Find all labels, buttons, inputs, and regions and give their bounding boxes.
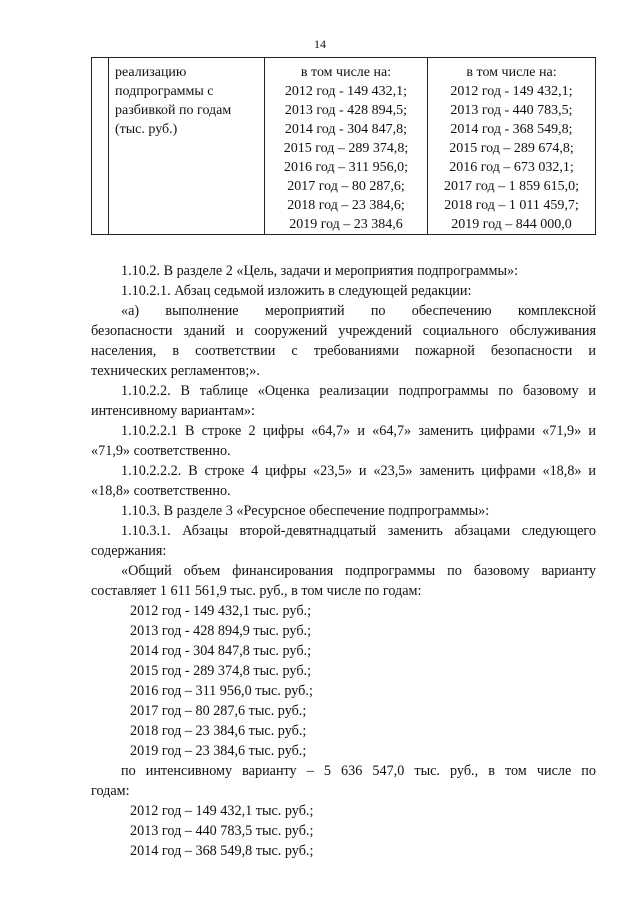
base-year-item: 2018 год – 23 384,6 тыс. руб.;: [130, 723, 307, 739]
table-base-variant-cell: [265, 58, 428, 235]
base-line: 2015 год – 289 374,8;: [283, 141, 409, 156]
base-year-item: 2013 год - 428 894,9 тыс. руб.;: [130, 623, 312, 639]
base-line: 2012 год - 149 432,1;: [284, 84, 408, 99]
intensive-year-item: 2013 год – 440 783,5 тыс. руб.;: [130, 823, 314, 839]
base-year-item: 2012 год - 149 432,1 тыс. руб.;: [130, 603, 312, 619]
document-body: [91, 261, 596, 861]
paragraph-text-line: «а) выполнение мероприятий по обеспечению комплексной: [121, 303, 596, 319]
paragraph-1-10-3-1: 1.10.3.1. Абзацы второй-девятнадцатый заменить абзацами следующего: [121, 523, 596, 539]
intensive-line: 2013 год - 440 783,5;: [450, 103, 573, 118]
base-line: 2018 год – 23 384,6;: [287, 198, 405, 213]
budget-table: [91, 57, 596, 235]
base-line: 2016 год – 311 956,0;: [284, 160, 408, 175]
paragraph-intensive: по интенсивному варианту – 5 636 547,0 тыс. руб., в том числе по: [121, 763, 596, 779]
intensive-year-item: 2014 год – 368 549,8 тыс. руб.;: [130, 843, 314, 859]
paragraph-text-line: годам:: [91, 783, 130, 799]
base-year-item: 2016 год – 311 956,0 тыс. руб.;: [130, 683, 313, 699]
label-line: реализацию: [115, 65, 187, 80]
paragraph-text-line: «18,8» соответственно.: [91, 483, 231, 499]
base-line: 2013 год - 428 894,5;: [284, 103, 408, 118]
paragraph-1-10-2-1: 1.10.2.1. Абзац седьмой изложить в следующей редакции:: [121, 283, 472, 299]
intensive-line: 2014 год - 368 549,8;: [450, 122, 573, 137]
paragraph-1-10-3: 1.10.3. В разделе 3 «Ресурсное обеспечение подпрограммы»:: [121, 503, 490, 519]
table-label-cell: [109, 58, 265, 235]
paragraph-1-10-2-2-2: 1.10.2.2.2. В строке 4 цифры «23,5» и «23,5» заменить цифрами «18,8» и: [121, 463, 596, 479]
intensive-line: 2019 год – 844 000,0: [451, 217, 572, 232]
paragraph-text-line: технических регламентов;».: [91, 363, 260, 379]
paragraph-text-line: населения, в соответствии с требованиями пожарной безопасности и: [91, 343, 596, 359]
page-number: 14: [314, 37, 326, 51]
base-year-item: 2017 год – 80 287,6 тыс. руб.;: [130, 703, 307, 719]
intensive-line: 2017 год – 1 859 615,0;: [443, 179, 579, 194]
intensive-line: в том числе на:: [466, 65, 557, 80]
label-line: разбивкой по годам: [115, 103, 232, 118]
paragraph-1-10-2: 1.10.2. В разделе 2 «Цель, задачи и мероприятия подпрограммы»:: [121, 263, 519, 279]
paragraph-1-10-2-2-1: 1.10.2.2.1 В строке 2 цифры «64,7» и «64,7» заменить цифрами «71,9» и: [121, 423, 596, 439]
label-line: (тыс. руб.): [115, 122, 178, 137]
paragraph-text-line: содержания:: [91, 543, 167, 559]
paragraph-text-line: интенсивному вариантам»:: [91, 403, 255, 419]
intensive-line: 2015 год – 289 674,8;: [449, 141, 574, 156]
base-line: 2017 год – 80 287,6;: [287, 179, 405, 194]
table-row: [92, 58, 596, 235]
table-empty-cell: [92, 58, 109, 235]
label-line: подпрограммы с: [115, 84, 214, 99]
base-line: в том числе на:: [300, 65, 392, 80]
base-line: 2019 год – 23 384,6: [289, 217, 403, 232]
intensive-year-item: 2012 год – 149 432,1 тыс. руб.;: [130, 803, 314, 819]
base-year-item: 2019 год – 23 384,6 тыс. руб.;: [130, 743, 307, 759]
table-intensive-variant-cell: [428, 58, 596, 235]
base-line: 2014 год - 304 847,8;: [284, 122, 408, 137]
intensive-line: 2012 год - 149 432,1;: [450, 84, 573, 99]
paragraph-text-line: составляет 1 611 561,9 тыс. руб., в том числе по годам:: [91, 583, 422, 599]
paragraph-text-line: «71,9» соответственно.: [91, 443, 231, 459]
intensive-line: 2016 год – 673 032,1;: [449, 160, 574, 175]
paragraph-financing: «Общий объем финансирования подпрограммы по базовому варианту: [121, 563, 596, 579]
paragraph-text-line: безопасности зданий и сооружений учреждений социального обслуживания: [91, 323, 596, 339]
paragraph-1-10-2-2: 1.10.2.2. В таблице «Оценка реализации подпрограммы по базовому и: [121, 383, 596, 399]
base-year-item: 2015 год - 289 374,8 тыс. руб.;: [130, 663, 312, 679]
intensive-line: 2018 год – 1 011 459,7;: [444, 198, 579, 213]
base-year-item: 2014 год - 304 847,8 тыс. руб.;: [130, 643, 312, 659]
